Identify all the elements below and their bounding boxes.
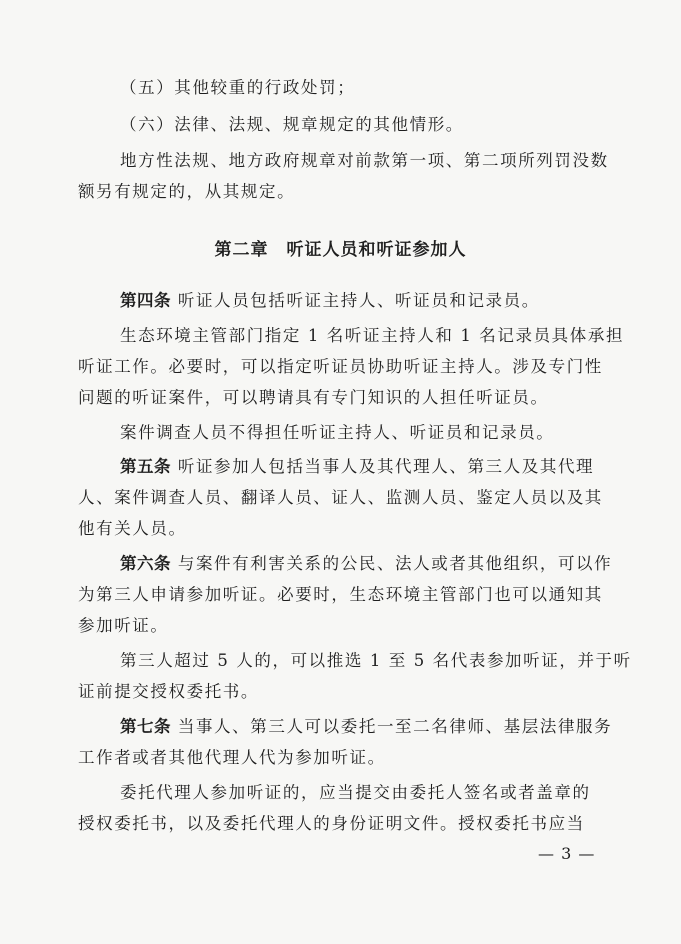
paragraph-line: 工作者或者其他代理人代为参加听证。 — [78, 748, 386, 767]
paragraph-line: 第三人超过 5 人的，可以推选 1 至 5 名代表参加听证，并于听 — [120, 651, 632, 670]
paragraph-line: 生态环境主管部门指定 1 名听证主持人和 1 名记录员具体承担 — [120, 326, 625, 345]
paragraph-line: 授权委托书，以及委托代理人的身份证明文件。授权委托书应当 — [78, 814, 585, 833]
paragraph-line: 听证工作。必要时，可以指定听证员协助听证主持人。涉及专门性 — [78, 357, 603, 376]
article-text: 与案件有利害关系的公民、法人或者其他组织，可以作 — [177, 554, 613, 573]
paragraph-line: 问题的听证案件，可以聘请具有专门知识的人担任听证员。 — [78, 388, 549, 407]
article-text: 听证参加人包括当事人及其代理人、第三人及其代理 — [177, 457, 595, 476]
article-5 — [120, 456, 660, 478]
article-text: 听证人员包括听证主持人、听证员和记录员。 — [177, 291, 540, 310]
paragraph-line: 人、案件调查人员、翻译人员、证人、监测人员、鉴定人员以及其 — [78, 488, 603, 507]
paragraph-line: 证前提交授权委托书。 — [78, 682, 259, 701]
article-label: 第七条 — [120, 717, 171, 736]
article-7 — [120, 716, 660, 738]
paragraph-line: 额另有规定的，从其规定。 — [78, 182, 296, 201]
article-label: 第五条 — [120, 457, 171, 476]
article-6 — [120, 553, 660, 575]
article-text: 当事人、第三人可以委托一至二名律师、基层法律服务 — [177, 717, 613, 736]
paragraph-line: 参加听证。 — [78, 616, 169, 635]
article-label: 第四条 — [120, 291, 171, 310]
chapter-title: 第二章 听证人员和听证参加人 — [214, 240, 467, 260]
paragraph-line: 案件调查人员不得担任听证主持人、听证员和记录员。 — [120, 423, 555, 442]
item-five: （五）其他较重的行政处罚； — [120, 78, 356, 97]
paragraph-line: 地方性法规、地方政府规章对前款第一项、第二项所列罚没数 — [120, 151, 609, 170]
paragraph-line: 为第三人申请参加听证。必要时，生态环境主管部门也可以通知其 — [78, 585, 603, 604]
article-4 — [120, 290, 660, 312]
page-number: — 3 — — [538, 844, 596, 863]
article-label: 第六条 — [120, 554, 171, 573]
paragraph-line: 他有关人员。 — [78, 519, 187, 538]
item-six: （六）法律、法规、规章规定的其他情形。 — [120, 115, 464, 134]
paragraph-line: 委托代理人参加听证的，应当提交由委托人签名或者盖章的 — [120, 783, 591, 802]
